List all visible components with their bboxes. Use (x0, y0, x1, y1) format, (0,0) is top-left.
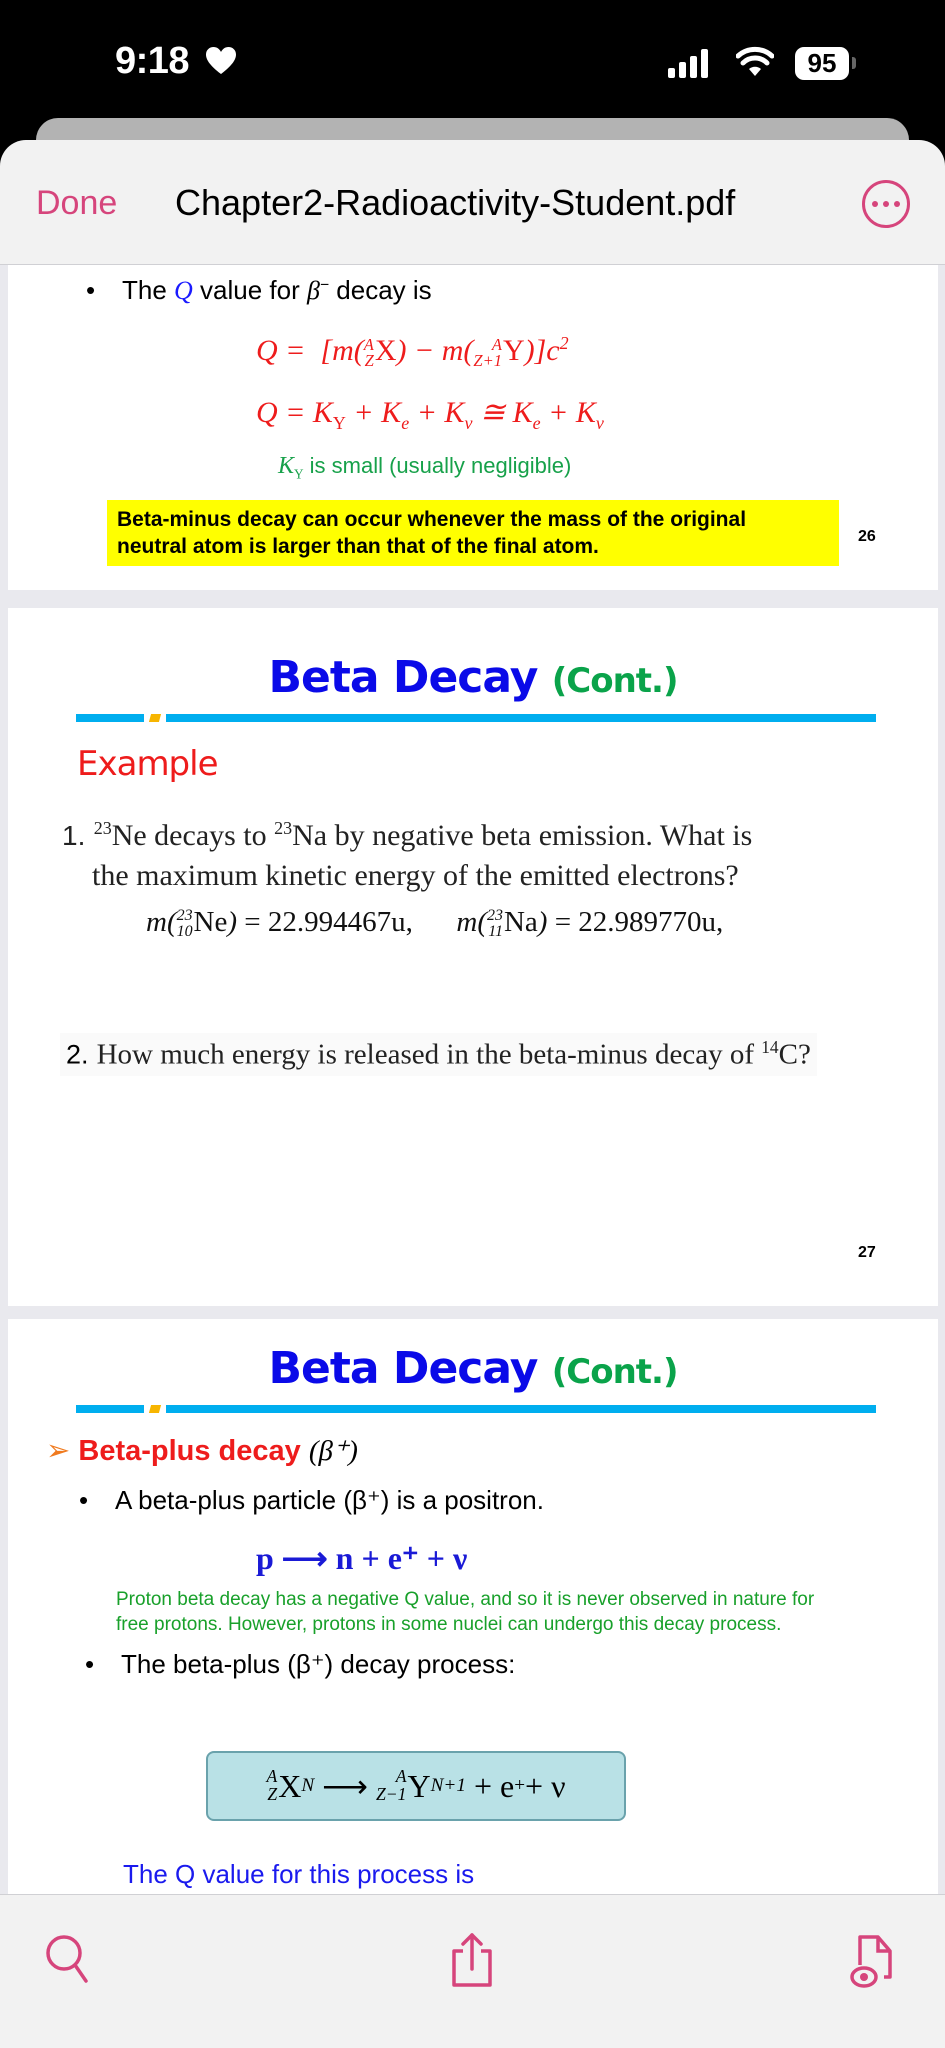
slide-title: Beta Decay (Cont.) (268, 652, 678, 703)
status-bar (0, 0, 945, 120)
beta-plus-decay-equation: A Z X N ⟶ A Z−1 Y N+1 + e + + ν (206, 1751, 626, 1821)
nav-bar (0, 140, 945, 264)
example-heading: Example (77, 744, 218, 784)
ky-note: $K_Y$ is small (usually negligible) (278, 453, 572, 482)
status-time: 9:18 (115, 40, 190, 82)
question-2: 2. How much energy is released in the beta-minus decay of $^{14}$C? (60, 1033, 817, 1076)
proton-decay-equation: p ⟶ n + e⁺ + ν (256, 1540, 468, 1576)
positron-bullet: • A beta-plus particle (β⁺) is a positron. (115, 1485, 544, 1516)
signal-icon (668, 48, 708, 78)
decay-process-bullet: • The beta-plus (β⁺) decay process: (121, 1649, 515, 1680)
share-icon[interactable] (448, 1931, 496, 1991)
document-eye-icon[interactable] (848, 1931, 898, 1993)
document-title: Chapter2-Radioactivity-Student.pdf (175, 182, 736, 223)
search-icon[interactable] (40, 1931, 94, 1985)
page-number: 26 (858, 528, 876, 545)
heart-icon (205, 46, 237, 76)
q-symbol: Q (174, 276, 193, 305)
ellipsis-circle-icon[interactable] (862, 180, 910, 228)
bottom-toolbar (0, 1894, 945, 2048)
beta-minus-highlight: Beta-minus decay can occur whenever the mass of the original neutral atom is larger than that of the final atom. (107, 500, 839, 566)
section-heading: ➢ Beta-plus decay (β⁺) (46, 1435, 358, 1467)
pdf-document[interactable] (0, 264, 945, 2034)
pdf-viewer-sheet (0, 140, 945, 2048)
equation-q-beta-minus: Q = [m( A Z X) − m( A Z+1 $Y)]c^2$ (256, 333, 569, 371)
mass-values: m( 23 10 Ne) = 22.994467u, m( 23 11 Na) = 22.989770u, (146, 906, 724, 941)
wifi-icon (736, 46, 774, 78)
arrow-bullet-icon: ➢ (46, 1435, 71, 1467)
proton-decay-note: Proton beta decay has a negative Q value, and so it is never observed in nature for free protons. However, protons in some nuclei can undergo this decay process. (116, 1589, 815, 1635)
done-button[interactable]: Done (36, 184, 118, 222)
pdf-page-27 (8, 608, 938, 1306)
equation-q-kinetic: $Q = K_Y + K_e + K_\nu$ ≅ $K_e + K_\nu$ (256, 396, 604, 433)
battery-tip (852, 57, 856, 69)
slide-title: Beta Decay (Cont.) (268, 1343, 678, 1394)
pdf-page-26 (8, 264, 938, 590)
title-divider (76, 1405, 876, 1413)
battery-icon: 95 (795, 47, 849, 80)
question-1: 1. $^{23}$Ne decays to $^{23}$Na by negative beta emission. What is the maximum kinetic energy of the emitted electrons? (62, 818, 753, 892)
q-value-label: The Q value for this process is (123, 1859, 475, 1889)
q-value-bullet: • The Q value for β− decay is (122, 275, 432, 306)
title-divider (76, 714, 876, 722)
page-number: 27 (858, 1244, 876, 1261)
